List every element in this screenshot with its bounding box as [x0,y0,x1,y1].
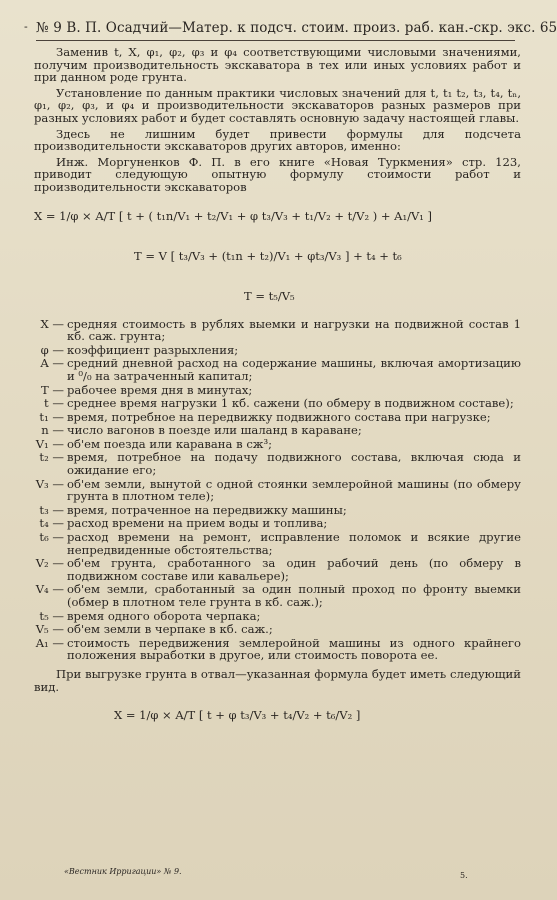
definition-symbol: t₁ — [39,409,64,424]
definition-text: число вагонов в поезде или шаланд в караване; [67,423,362,438]
definition-symbol: V₅ — [35,622,64,637]
formula-1 [34,200,521,238]
definition-text: об'ем поезда или каравана в сж³; [67,436,273,451]
paragraph-3: Здесь не лишним будет привести формулы для подсчета производительности экскаваторов других авторов, именно: [34,126,521,154]
definition-text: об'ем земли в черпаке в кб. саж.; [67,622,273,637]
definition-symbol: t₃ — [39,502,64,517]
formula-3 [34,280,521,314]
definition-item [34,411,521,424]
definition-item [34,531,521,556]
definition-symbol: t₄ — [39,516,64,531]
definition-item [34,438,521,451]
definition-symbol: n — [41,423,64,438]
definition-symbol: V₁ — [35,436,64,451]
definition-item [34,424,521,437]
definition-item [34,504,521,517]
definition-item [34,583,521,608]
paragraph-2: Установление по данным практики числовых значений для t, t₁ t₂, t₃, t₄, tₙ, φ₁, φ₂, φ₃, и φ₄ и производительности экскаваторов разных размеров при разных условиях работ и будет составлять основную задачу настоящей главы. [34,85,521,125]
definition-symbol: t₅ — [39,608,64,623]
definition-text: расход времени на прием воды и топлива; [67,516,328,531]
definition-item [34,557,521,582]
definition-text: время, потраченное на передвижку машины; [67,502,347,517]
definition-symbol: T — [40,382,64,397]
definition-text: время, потребное на передвижку подвижного состава при нагрузке; [67,409,491,424]
paragraph-4: Инж. Моргуненков Ф. П. в его книге «Новая Туркмения» стр. 123, приводит следующую опытную формулу стоимости работ и производительности экскаваторов [34,154,521,194]
formula-3-text: T = t₅/V₅ [244,288,295,303]
journal-footer: «Вестник Ирригации» № 9. [64,867,182,876]
definition-symbol: t₆ — [39,530,64,545]
definition-text: об'ем земли, сработанный за один полный проход по фронту выемки (обмер в плотном теле грунта в кб. саж.); [67,582,521,609]
definition-item [34,610,521,623]
page-number: 5. [460,871,468,880]
definition-item [34,451,521,476]
definition-text: средний дневной расход на содержание машины, включая амортизацию и ⁰/₀ на затраченный капитал; [67,356,521,383]
definition-text: стоимость передвижения землеройной машины из одного крайнего положения выработки в другое, или стоимость поворота ее. [67,635,521,663]
definition-symbol: φ — [40,342,64,357]
definition-symbol: V₄ — [35,582,64,597]
definition-symbol: A₁ — [35,635,64,650]
definition-symbol: V₂ — [35,556,64,571]
definition-text: время, потребное на подачу подвижного состава, включая сюда и ожидание его; [67,450,521,478]
definition-text: об'ем грунта, сработанного за один рабочий день (по обмеру в подвижном составе или кавальере); [67,556,521,583]
definition-item [34,344,521,357]
definition-symbol: t₂ — [39,450,64,465]
definition-symbol: X — [40,316,64,331]
page-body [34,46,521,737]
definition-item [34,637,521,662]
definition-text: расход времени на ремонт, исправление поломок и всякие другие непредвиденные обстоятельства; [67,530,521,557]
definition-symbol: t — [44,396,64,411]
formula-2 [34,244,521,274]
definition-text: время одного оборота черпака; [67,608,261,623]
definition-text: коэффициент разрыхления; [67,342,239,357]
definition-symbol: A — [40,356,64,371]
definition-item [34,623,521,636]
definitions-list [34,318,521,662]
formula-1-text: X = 1/φ × A/T [ t + ( t₁n/V₁ + t₂/V₁ + φ t₃/V₃ + t₁/V₂ + t/V₂ ) + A₁/V₁ ] [34,208,433,223]
definition-symbol: V₃ — [35,476,64,491]
formula-4-text: X = 1/φ × A/T [ t + φ t₃/V₃ + t₄/V₂ + t₆/V₂ ] [114,708,361,723]
definition-item [34,318,521,343]
definition-item [34,397,521,410]
running-header [24,20,557,41]
formula-2-text: T = V [ t₃/V₃ + (t₁n + t₂)/V₁ + φt₃/V₃ ] + t₄ + t₆ [134,248,402,263]
definition-item [34,384,521,397]
definition-text: рабочее время дня в минутах; [67,382,253,397]
closing-paragraph: При выгрузке грунта в отвал—указанная формула будет иметь следующий вид. [34,666,521,694]
definition-text: об'ем земли, вынутой с одной стоянки землеройной машины (по обмеру грунта в плотном теле); [67,476,521,504]
definition-item [34,357,521,382]
formula-4 [34,699,521,735]
definition-text: среднее время нагрузки 1 кб. сажени (по обмеру в подвижном составе); [67,396,514,411]
definition-item [34,517,521,530]
header-title: № 9 В. П. Осадчий—Матер. к подсч. стоим. произ. раб. кан.-скр. экс. 65 [36,20,557,36]
header-mark: - [24,20,28,33]
paragraph-1: Заменив t, X, φ₁, φ₂, φ₃ и φ₄ соответствующими числовыми значениями, получим производительность экскаватора в тех или иных условиях работ и при данном роде грунта. [34,45,521,85]
definition-item [34,478,521,503]
definition-text: средняя стоимость в рублях выемки и нагрузки на подвижной состав 1 кб. саж. грунта; [67,316,521,344]
